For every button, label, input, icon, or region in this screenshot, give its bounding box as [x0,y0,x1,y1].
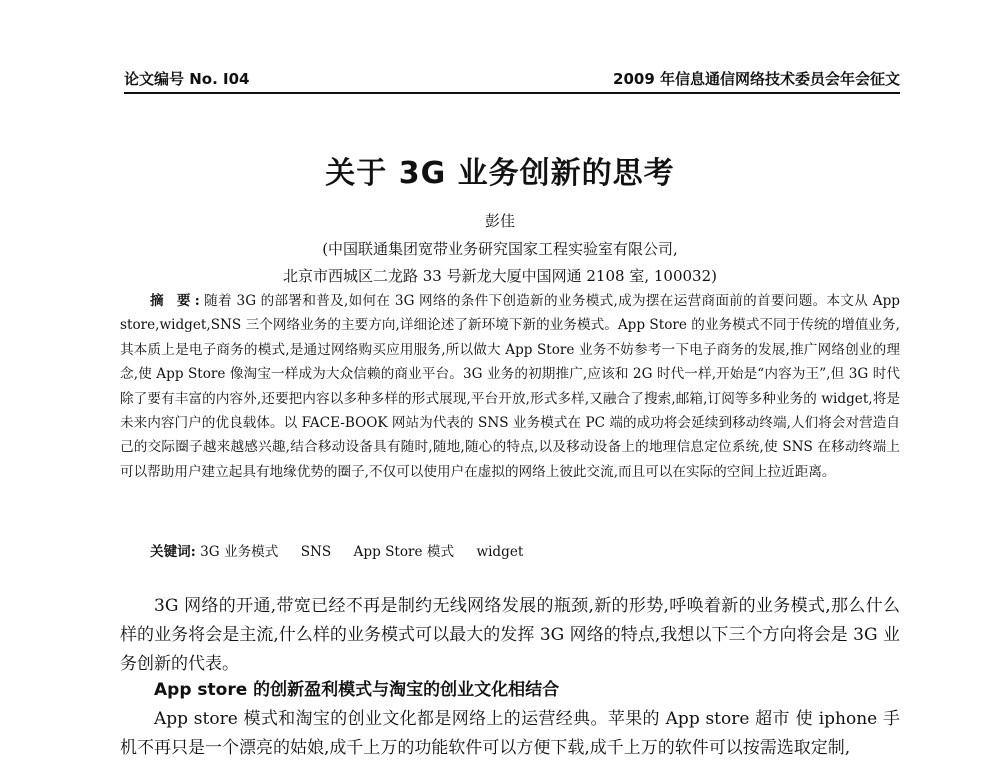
keywords [150,540,541,560]
paper-number: 论文编号 No. I04 [124,70,250,88]
keywords-label: 关键词: [150,544,196,560]
abstract [120,289,900,484]
keyword-item: widget [476,544,524,560]
keyword-item: SNS [300,544,332,560]
abstract-label: 摘 要: [150,293,204,309]
keyword-item: 3G 业务模式 [200,544,279,560]
abstract-text: 随着 3G 的部署和普及,如何在 3G 网络的条件下创造新的业务模式,成为摆在运营商面前的首要问题。本文从 App store,widget,SNS 三个网络业务的主要方向,详细论述了新环境下新的业务模式。App Store 的业务模式不同于传统的增值业务,其本质上是电子商务的模式,是通过网络购买应用服务,所以做大 App Store 业务不妨参考一下电子商务的发展,推广网络创业的理念,使 App Store 像淘宝一样成为大众信赖的商业平台。3G 业务的初期推广,应该和 2G 时代一样,开始是“内容为王”,但 3G 时代除了要有丰富的内容外,还要把内容以多种多样的形式展现,平台开放,形式多样,又融合了搜索,邮箱,订阅等多种业务的 widget,将是未来内容门户的优良载体。以 FACE-BOOK 网站为代表的 SNS 业务模式在 PC 端的成功将会延续到移动终端,人们将会对营造自己的交际圈子越来越感兴趣,结合移动设备具有随时,随地,随心的特点,以及移动设备上的地理信息定位系统,使 SNS 在移动终端上可以帮助用户建立起具有地缘优势的圈子,不仅可以使用户在虚拟的网络上彼此交流,而且可以在实际的空间上拉近距离。 [120,293,900,480]
author-name: 彭佳 [484,212,515,230]
keyword-item: App Store 模式 [353,544,455,560]
affiliation-line-1: (中国联通集团宽带业务研究国家工程实验室有限公司, [322,240,678,258]
paper-title: 关于 3G 业务创新的思考 [325,156,675,191]
body-paragraph-1: 3G 网络的开通,带宽已经不再是制约无线网络发展的瓶颈,新的形势,呼唤着新的业务模式,那么什么样的业务将会是主流,什么样的业务模式可以最大的发挥 3G 网络的特点,我想以下三个方向将会是 3G 业务创新的代表。 [120,596,900,674]
body-paragraph-2: App store 模式和淘宝的创业文化都是网络上的运营经典。苹果的 App store 超市 使 iphone 手机不再只是一个漂亮的姑娘,成千上万的功能软件可以方便下载,成千上万的软件可以按需选取定制, [120,709,900,758]
affiliation-line-2: 北京市西城区二龙路 33 号新龙大厦中国网通 2108 室, 100032) [283,267,717,285]
section-heading: App store 的创新盈利模式与淘宝的创业文化相结合 [154,680,560,700]
running-header [124,64,900,94]
conference-name: 2009 年信息通信网络技术委员会年会征文 [613,70,900,88]
